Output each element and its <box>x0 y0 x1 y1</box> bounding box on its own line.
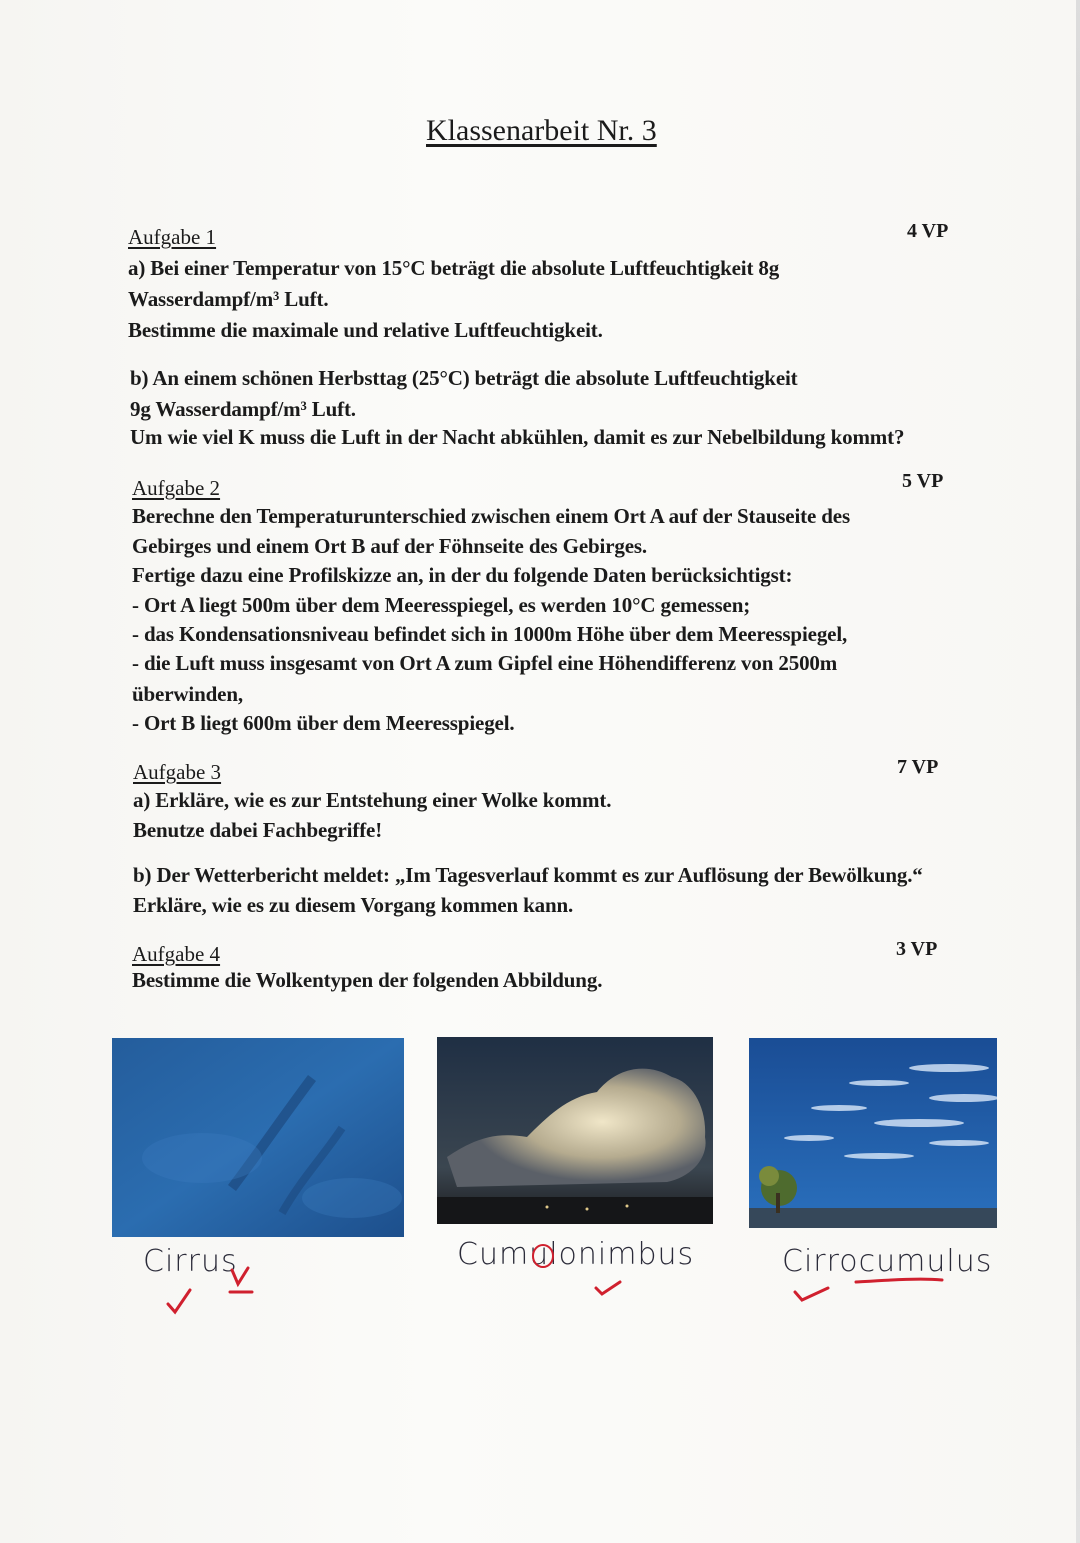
task-2-line: überwinden, <box>132 682 243 706</box>
task-1-points: 4 VP <box>907 220 949 242</box>
correction-circle-icon <box>528 1240 558 1270</box>
cirrocumulus-photo <box>749 1038 997 1228</box>
task-2-line: - das Kondensationsniveau befindet sich in 1000m Höhe über dem Meeresspiegel, <box>132 622 848 646</box>
task-1-heading: Aufgabe 1 <box>128 225 217 249</box>
task-2-line: - die Luft muss insgesamt von Ort A zum Gipfel eine Höhendifferenz von 2500m <box>132 651 838 675</box>
correction-check-icon <box>790 1272 960 1308</box>
task-4-points: 3 VP <box>896 938 938 960</box>
page-title: Klassenarbeit Nr. 3 <box>426 114 657 147</box>
cumulonimbus-photo <box>437 1037 713 1224</box>
task-3-points: 7 VP <box>897 756 939 778</box>
page-edge <box>1076 0 1080 1543</box>
task-4-line: Bestimme die Wolkentypen der folgenden Abbildung. <box>132 968 603 992</box>
task-3-line: a) Erkläre, wie es zur Entstehung einer Wolke kommt. <box>133 788 612 812</box>
task-2-line: - Ort B liegt 600m über dem Meeresspiegel. <box>132 711 515 735</box>
answer-cumulonimbus: Cumulonimbus <box>457 1237 695 1272</box>
correction-check-icon <box>160 1262 280 1322</box>
task-2-line: Gebirges und einem Ort B auf der Föhnseite des Gebirges. <box>132 534 648 558</box>
task-1-line: a) Bei einer Temperatur von 15°C beträgt die absolute Luftfeuchtigkeit 8g <box>128 256 780 280</box>
answer-cirrus: Cirrus <box>143 1244 238 1279</box>
task-1-line: b) An einem schönen Herbsttag (25°C) beträgt die absolute Luftfeuchtigkeit <box>130 366 798 390</box>
cirrus-photo <box>112 1038 404 1237</box>
task-4-heading: Aufgabe 4 <box>132 942 221 966</box>
correction-check-icon <box>590 1278 630 1298</box>
task-1-line: Bestimme die maximale und relative Luftfeuchtigkeit. <box>128 318 603 342</box>
task-2-heading: Aufgabe 2 <box>132 476 221 500</box>
task-3-line: b) Der Wetterbericht meldet: „Im Tagesverlauf kommt es zur Auflösung der Bewölkung.“ <box>133 863 923 887</box>
task-2-line: Fertige dazu eine Profilskizze an, in der du folgende Daten berücksichtigst: <box>132 563 793 587</box>
task-1-line: Wasserdampf/m³ Luft. <box>128 287 329 311</box>
task-2-line: Berechne den Temperaturunterschied zwischen einem Ort A auf der Stauseite des <box>132 504 850 528</box>
answer-cirrocumulus: Cirrocumulus <box>782 1244 993 1279</box>
task-3-line: Erkläre, wie es zu diesem Vorgang kommen kann. <box>133 893 574 917</box>
task-1-line: Um wie viel K muss die Luft in der Nacht abkühlen, damit es zur Nebelbildung kommt? <box>130 425 905 449</box>
task-2-line: - Ort A liegt 500m über dem Meeresspiegel, es werden 10°C gemessen; <box>132 593 751 617</box>
task-3-line: Benutze dabei Fachbegriffe! <box>133 818 383 842</box>
task-3-heading: Aufgabe 3 <box>133 760 222 784</box>
task-2-points: 5 VP <box>902 470 944 492</box>
task-1-line: 9g Wasserdampf/m³ Luft. <box>130 397 356 421</box>
